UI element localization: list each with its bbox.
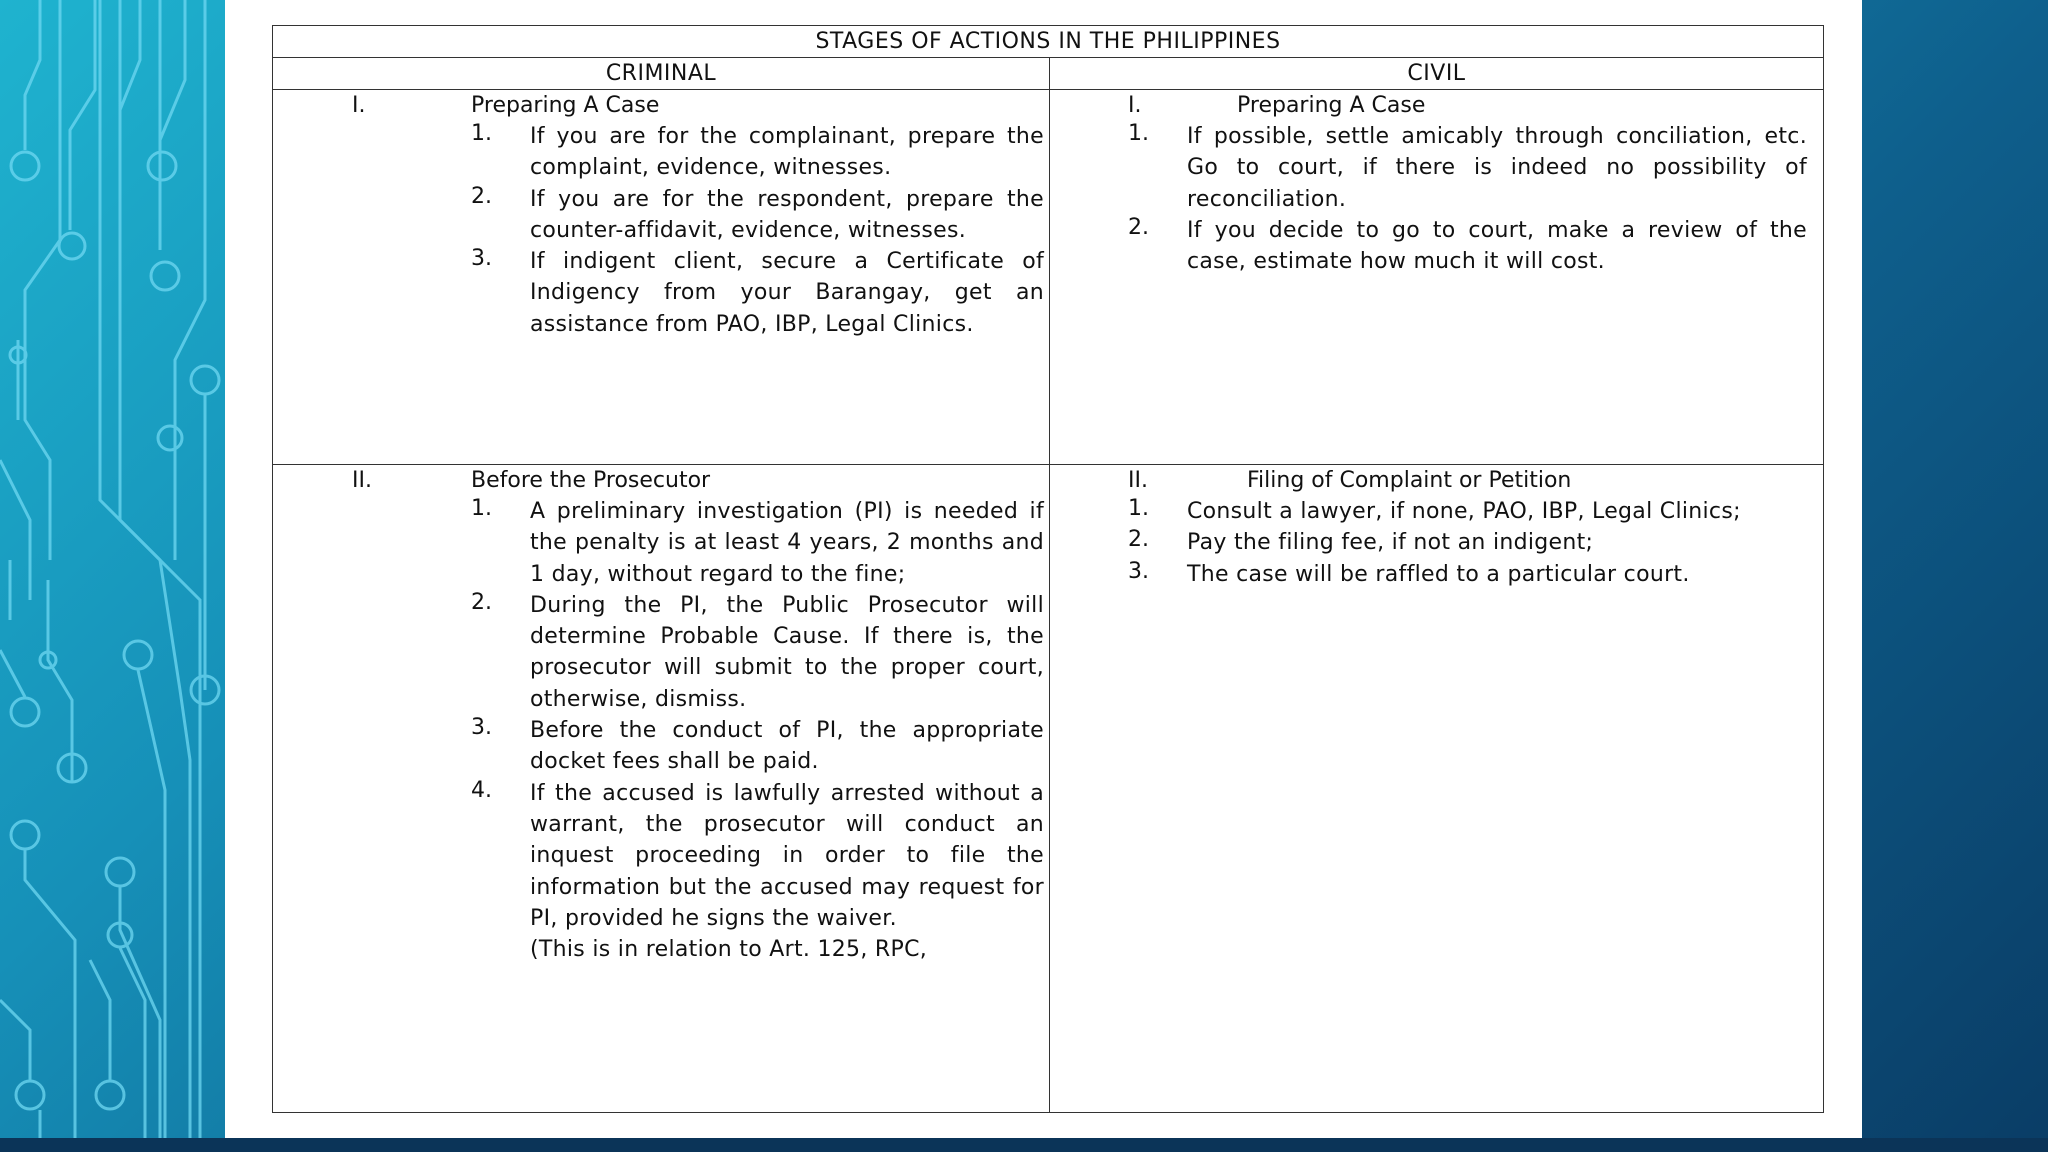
- item-note: (This is in relation to Art. 125, RPC,: [530, 937, 928, 963]
- item-text: If you are for the complainant, prepare the complaint, evidence, witnesses.: [530, 124, 1044, 181]
- civil-section-2: [1049, 465, 1823, 1113]
- bottom-strip: [0, 1138, 2048, 1152]
- column-header-row: [273, 58, 1823, 90]
- section-heading: [1050, 465, 1823, 496]
- document-page: [225, 0, 1862, 1138]
- item-number: 1.: [471, 496, 492, 521]
- table-row: [273, 465, 1823, 1113]
- section-number: II.: [352, 468, 372, 493]
- section-heading: [273, 465, 1049, 496]
- section-heading: [1050, 90, 1823, 121]
- list-item: [1050, 527, 1823, 558]
- item-text: If you decide to go to court, make a review of the case, estimate how much it will cost.: [1187, 217, 1807, 275]
- list-item: [1050, 496, 1823, 527]
- item-number: 3.: [471, 246, 492, 272]
- item-number: 2.: [471, 183, 492, 209]
- item-number: 3.: [1128, 558, 1149, 584]
- list-item: [1050, 559, 1823, 590]
- list-item: [273, 184, 1049, 247]
- item-text: Consult a lawyer, if none, PAO, IBP, Legal Clinics;: [1187, 499, 1741, 524]
- item-number: 1.: [1128, 121, 1149, 146]
- section-number: I.: [352, 93, 366, 118]
- item-number: 3.: [471, 715, 492, 741]
- civil-section-1: [1049, 90, 1823, 464]
- item-number: 1.: [1128, 496, 1149, 521]
- section-title: Preparing A Case: [1237, 93, 1426, 118]
- section-number: I.: [1128, 93, 1142, 118]
- item-text: If the accused is lawfully arrested without a warrant, the prosecutor will conduct an inquest proceeding in order to file the information but the accused may request for PI, provided he signs the waiver.: [530, 780, 1044, 931]
- item-number: 2.: [1128, 214, 1149, 240]
- item-text: If possible, settle amicably through conciliation, etc. Go to court, if there is indeed no possibility of reconciliation.: [1187, 124, 1807, 212]
- item-text: The case will be raffled to a particular court.: [1187, 561, 1690, 587]
- section-title: Preparing A Case: [471, 93, 660, 118]
- item-number: 2.: [1128, 527, 1149, 553]
- section-title: Filing of Complaint or Petition: [1247, 468, 1572, 493]
- list-item: [273, 590, 1049, 715]
- circuit-decoration: [0, 0, 230, 1152]
- item-text: If indigent client, secure a Certificate of Indigency from your Barangay, get an assistance from PAO, IBP, Legal Clinics.: [530, 249, 1044, 337]
- list-item: [273, 778, 1049, 934]
- list-item: [273, 496, 1049, 590]
- item-text: Before the conduct of PI, the appropriate docket fees shall be paid.: [530, 718, 1044, 775]
- item-text: A preliminary investigation (PI) is needed if the penalty is at least 4 years, 2 months and 1 day, without regard to the fine;: [530, 499, 1044, 587]
- criminal-section-2: [273, 465, 1049, 1113]
- section-title: Before the Prosecutor: [471, 468, 711, 493]
- item-text: If you are for the respondent, prepare the counter-affidavit, evidence, witnesses.: [530, 186, 1044, 243]
- section-heading: [273, 90, 1049, 121]
- item-number: 2.: [471, 589, 492, 615]
- list-item: [273, 715, 1049, 778]
- criminal-section-1: [273, 90, 1049, 464]
- item-number: 1.: [471, 121, 492, 146]
- list-item: [273, 246, 1049, 340]
- section-number: II.: [1128, 468, 1148, 493]
- table-row: [273, 90, 1823, 465]
- list-item: [273, 121, 1049, 184]
- column-header-civil: CIVIL: [1049, 58, 1823, 89]
- table-title: STAGES OF ACTIONS IN THE PHILIPPINES: [273, 26, 1823, 58]
- item-text: During the PI, the Public Prosecutor will determine Probable Cause. If there is, the prosecutor will submit to the proper court, otherwise, dismiss.: [530, 592, 1044, 712]
- item-number: 4.: [471, 777, 492, 803]
- list-item: [1050, 215, 1823, 278]
- stages-table: [272, 25, 1824, 1113]
- column-header-criminal: CRIMINAL: [605, 61, 717, 86]
- item-text: Pay the filing fee, if not an indigent;: [1187, 530, 1594, 556]
- list-item: [1050, 121, 1823, 215]
